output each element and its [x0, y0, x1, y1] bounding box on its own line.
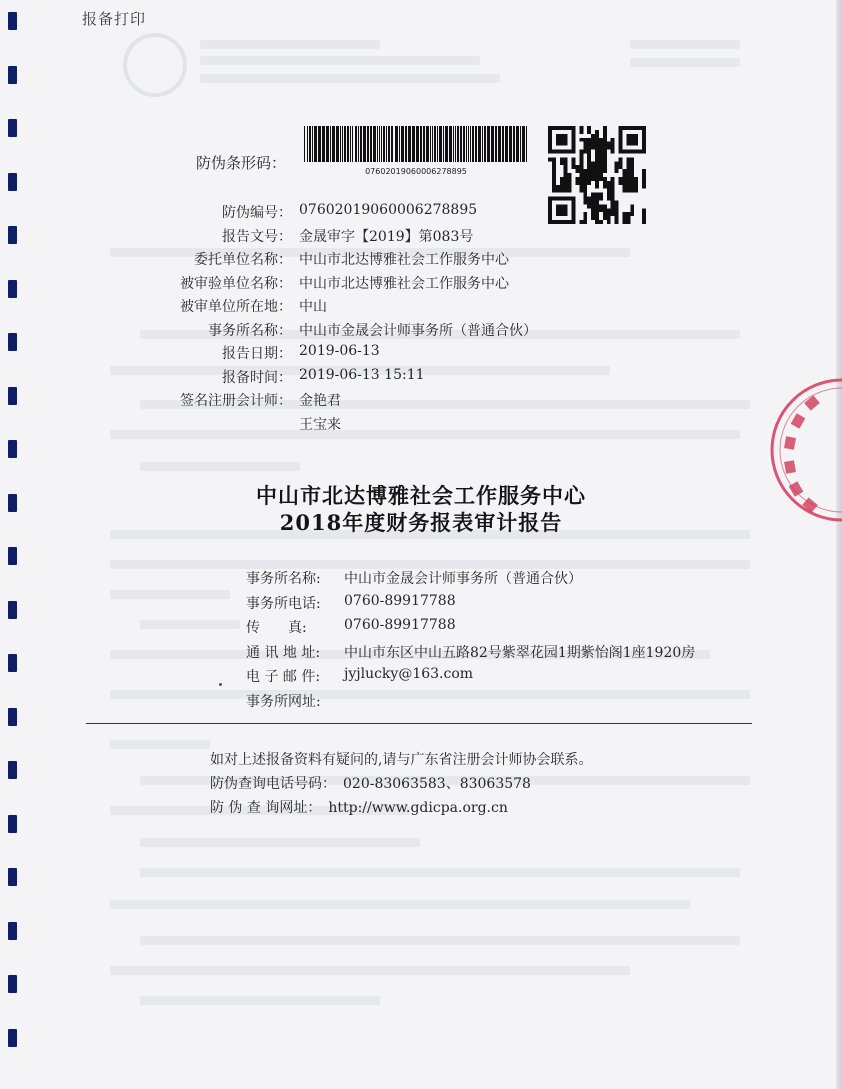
info-row [120, 226, 473, 248]
info-key: 事务所名称： [208, 322, 292, 339]
speck [219, 683, 222, 686]
binding-hole [8, 119, 17, 137]
info-key: 报告文号： [222, 228, 292, 245]
binding-hole [8, 761, 17, 779]
info-key [120, 414, 292, 436]
binding-hole [8, 1029, 17, 1047]
info-key: 报告日期： [222, 346, 292, 362]
firm-value: 0760-89917788 [344, 592, 456, 609]
binding-hole [8, 654, 17, 672]
firm-key: 电 子 邮 件: [246, 669, 321, 685]
info-key: 防伪编号： [222, 205, 292, 221]
anti-counterfeit-barcode [300, 126, 532, 176]
verify-url: 防 伪 查 询网址： http://www.gdicpa.org.cn [210, 800, 508, 816]
verify-phone: 防伪查询电话号码： 020-83063583、83063578 [210, 776, 531, 792]
binding-hole [8, 226, 17, 244]
binding-hole [8, 708, 17, 726]
info-value: 中山市金晟会计师事务所（普通合伙） [299, 322, 537, 339]
binding-hole [8, 868, 17, 886]
info-value: 中山市北达博雅社会工作服务中心 [299, 252, 509, 268]
show-through-emblem [116, 30, 194, 100]
firm-key: 事务所网址: [246, 693, 321, 710]
info-value: 王宝来 [299, 416, 341, 433]
firm-row [246, 617, 456, 637]
binding-hole [8, 12, 17, 30]
info-key: 报备时间： [222, 369, 292, 386]
info-key: 被审单位所在地： [180, 299, 292, 315]
binding-hole [8, 815, 17, 833]
info-value: 2019-06-13 [299, 343, 380, 359]
red-seal-stamp [766, 374, 842, 526]
firm-row [246, 666, 473, 686]
print-label: 报备打印 [82, 10, 147, 28]
firm-value: 中山市东区中山五路82号紫翠花园1期紫怡阁1座1920房 [344, 644, 696, 661]
info-value: 中山 [299, 299, 327, 315]
firm-key: 事务所名称: [246, 571, 321, 587]
binding-hole [8, 333, 17, 351]
barcode-number: 07602019060006278895 [365, 167, 467, 176]
report-title-line2: 2018年度财务报表审计报告 [279, 510, 563, 535]
firm-value: 中山市金晟会计师事务所（普通合伙） [344, 571, 582, 587]
binding-hole [8, 975, 17, 993]
divider-line [86, 723, 752, 724]
binding-holes [0, 0, 24, 1089]
firm-row [246, 568, 582, 588]
firm-key: 事务所电话: [246, 595, 321, 612]
binding-hole [8, 66, 17, 84]
firm-key: 传 真: [246, 620, 307, 636]
info-row [120, 414, 341, 436]
info-row [120, 343, 380, 365]
info-value: 金艳君 [299, 393, 341, 409]
binding-hole [8, 922, 17, 940]
qr-code [548, 126, 646, 224]
info-key: 委托单位名称： [194, 252, 292, 268]
binding-hole [8, 280, 17, 298]
firm-row [246, 593, 456, 613]
firm-key: 通 讯 地 址: [246, 644, 321, 661]
info-row [120, 249, 509, 271]
info-value: 金晟审字【2019】第083号 [299, 228, 474, 245]
firm-row [246, 642, 695, 662]
info-row [120, 367, 425, 389]
info-row [120, 273, 509, 295]
binding-hole [8, 387, 17, 405]
firm-row [246, 691, 344, 711]
page-edge [836, 0, 842, 1089]
binding-hole [8, 601, 17, 619]
report-title-line1: 中山市北达博雅社会工作服务中心 [256, 483, 586, 508]
info-value: 中山市北达博雅社会工作服务中心 [299, 275, 509, 292]
info-value: 07602019060006278895 [299, 202, 478, 218]
binding-hole [8, 547, 17, 565]
firm-value: 0760-89917788 [344, 617, 456, 633]
info-value: 2019-06-13 15:11 [299, 366, 425, 383]
info-row [120, 390, 341, 412]
info-row [120, 296, 327, 318]
binding-hole [8, 173, 17, 191]
firm-value: jyjlucky@163.com [344, 666, 474, 682]
info-row [120, 320, 537, 342]
info-key: 被审验单位名称： [180, 275, 292, 292]
binding-hole [8, 440, 17, 458]
contact-note: 如对上述报备资料有疑问的,请与广东省注册会计师协会联系。 [210, 752, 593, 768]
info-key: 签名注册会计师： [180, 393, 292, 409]
info-row [120, 202, 477, 224]
barcode-label: 防伪条形码： [196, 154, 287, 172]
